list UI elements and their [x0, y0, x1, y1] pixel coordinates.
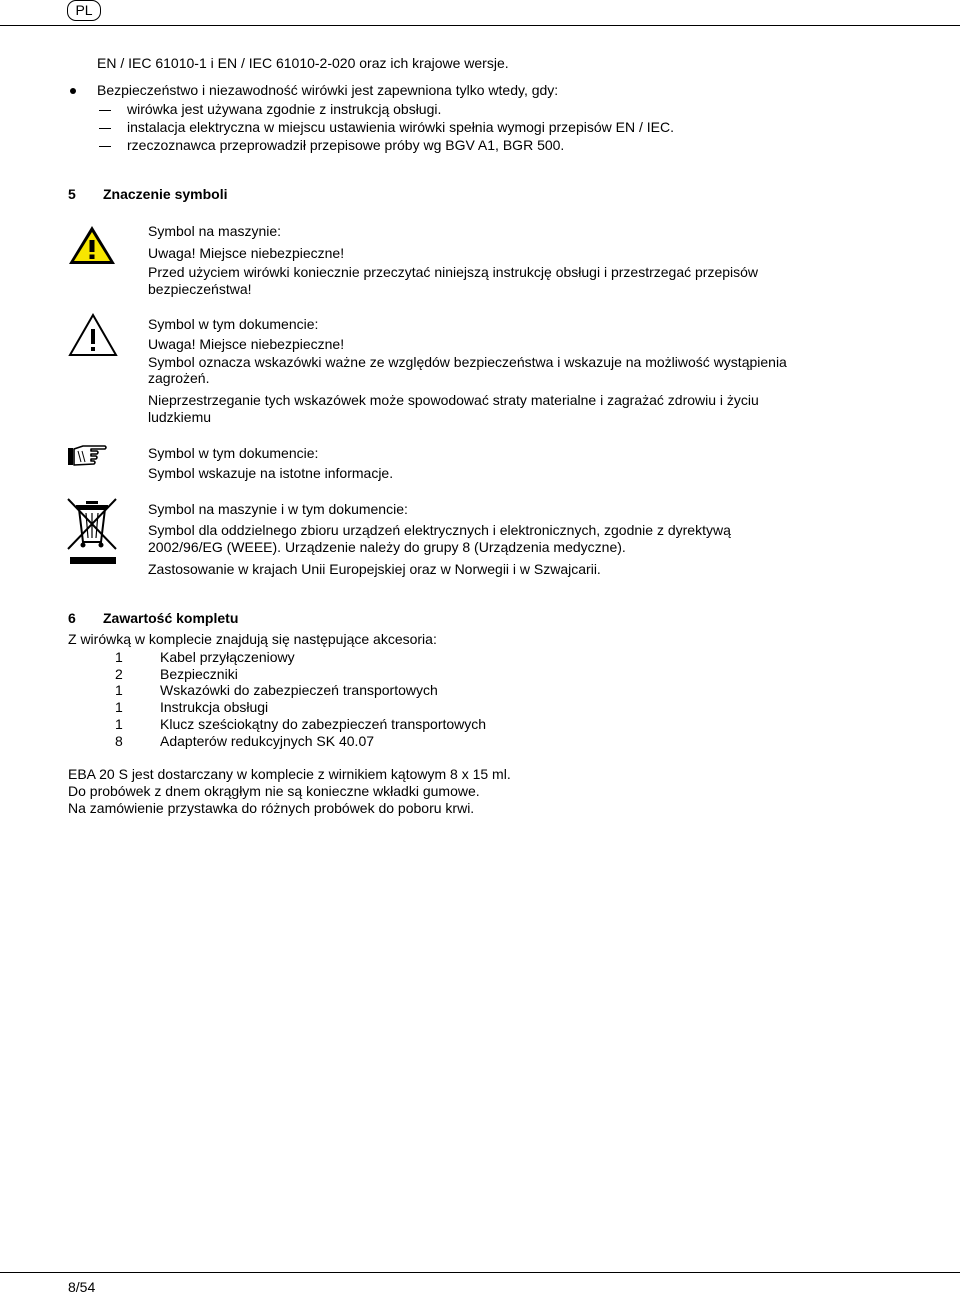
dash-marker — [99, 110, 111, 111]
kit-note: EBA 20 S jest dostarczany w komplecie z wirnikiem kątowym 8 x 15 ml. — [68, 766, 511, 782]
symbol-2-line: zagrożeń. — [148, 370, 210, 386]
symbol-4-heading: Symbol na maszynie i w tym dokumencie: — [148, 501, 408, 517]
symbol-3-line: Symbol wskazuje na istotne informacje. — [148, 465, 394, 481]
warning-triangle-outline-icon — [68, 313, 118, 357]
header-rule — [0, 25, 960, 26]
pointing-hand-icon — [67, 442, 107, 468]
kit-intro: Z wirówką w komplecie znajdują się następujące akcesoria: — [68, 631, 437, 647]
symbol-2-line: ludzkiemu — [148, 409, 212, 425]
section-5-title: Znaczenie symboli — [103, 186, 228, 202]
kit-item-name: Klucz sześciokątny do zabezpieczeń transportowych — [160, 716, 487, 732]
kit-item-qty: 1 — [115, 649, 123, 665]
kit-item-name: Instrukcja obsługi — [160, 699, 269, 715]
standards-line: EN / IEC 61010-1 i EN / IEC 61010-2-020 oraz ich krajowe wersje. — [97, 55, 509, 71]
kit-note: Do probówek z dnem okrągłym nie są konieczne wkładki gumowe. — [68, 783, 480, 799]
footer-rule — [0, 1272, 960, 1273]
symbol-2-line: Symbol oznacza wskazówki ważne ze względów bezpieczeństwa i wskazuje na możliwość wystąpienia — [148, 354, 787, 370]
symbol-4-line: 2002/96/EG (WEEE). Urządzenie należy do grupy 8 (Urządzenia medyczne). — [148, 539, 626, 555]
kit-item-name: Kabel przyłączeniowy — [160, 649, 295, 665]
symbol-2-heading: Symbol w tym dokumencie: — [148, 316, 319, 332]
bullet-dot — [70, 88, 76, 94]
kit-item-qty: 2 — [115, 666, 123, 682]
warning-triangle-yellow-icon — [67, 224, 117, 266]
symbol-2-line: Nieprzestrzeganie tych wskazówek może spowodować straty materialne i zagrażać zdrowiu i życiu — [148, 392, 759, 408]
crossed-bin-weee-icon — [66, 497, 120, 567]
dash-marker — [99, 146, 111, 147]
dash-item: wirówka jest używana zgodnie z instrukcją obsługi. — [127, 101, 442, 117]
dash-marker — [99, 128, 111, 129]
symbol-3-heading: Symbol w tym dokumencie: — [148, 445, 319, 461]
symbol-1-heading: Symbol na maszynie: — [148, 223, 282, 239]
section-6-title: Zawartość kompletu — [103, 610, 239, 626]
kit-item-qty: 1 — [115, 716, 123, 732]
section-5-number: 5 — [68, 186, 76, 202]
kit-item-qty: 8 — [115, 733, 123, 749]
kit-note: Na zamówienie przystawka do różnych probówek do poboru krwi. — [68, 800, 475, 816]
kit-item-name: Bezpieczniki — [160, 666, 238, 682]
symbol-1-line: Przed użyciem wirówki koniecznie przeczytać niniejszą instrukcję obsługi i przestrzegać przepisów — [148, 264, 759, 280]
kit-item-name: Adapterów redukcyjnych SK 40.07 — [160, 733, 375, 749]
page-number: 8/54 — [68, 1279, 96, 1295]
symbol-1-line: bezpieczeństwa! — [148, 281, 252, 297]
kit-item-name: Wskazówki do zabezpieczeń transportowych — [160, 682, 438, 698]
symbol-4-line: Zastosowanie w krajach Unii Europejskiej oraz w Norwegii i w Szwajcarii. — [148, 561, 601, 577]
kit-item-qty: 1 — [115, 699, 123, 715]
reliability-bullet: Bezpieczeństwo i niezawodność wirówki jest zapewniona tylko wtedy, gdy: — [97, 82, 559, 98]
dash-item: rzeczoznawca przeprowadził przepisowe próby wg BGV A1, BGR 500. — [127, 137, 565, 153]
dash-item: instalacja elektryczna w miejscu ustawienia wirówki spełnia wymogi przepisów EN / IEC. — [127, 119, 674, 135]
symbol-2-line: Uwaga! Miejsce niebezpieczne! — [148, 336, 345, 352]
section-6-number: 6 — [68, 610, 76, 626]
symbol-4-line: Symbol dla oddzielnego zbioru urządzeń elektrycznych i elektronicznych, zgodnie z dyrektywą — [148, 522, 731, 538]
symbol-1-line: Uwaga! Miejsce niebezpieczne! — [148, 245, 345, 261]
language-badge: PL — [67, 0, 101, 21]
kit-item-qty: 1 — [115, 682, 123, 698]
